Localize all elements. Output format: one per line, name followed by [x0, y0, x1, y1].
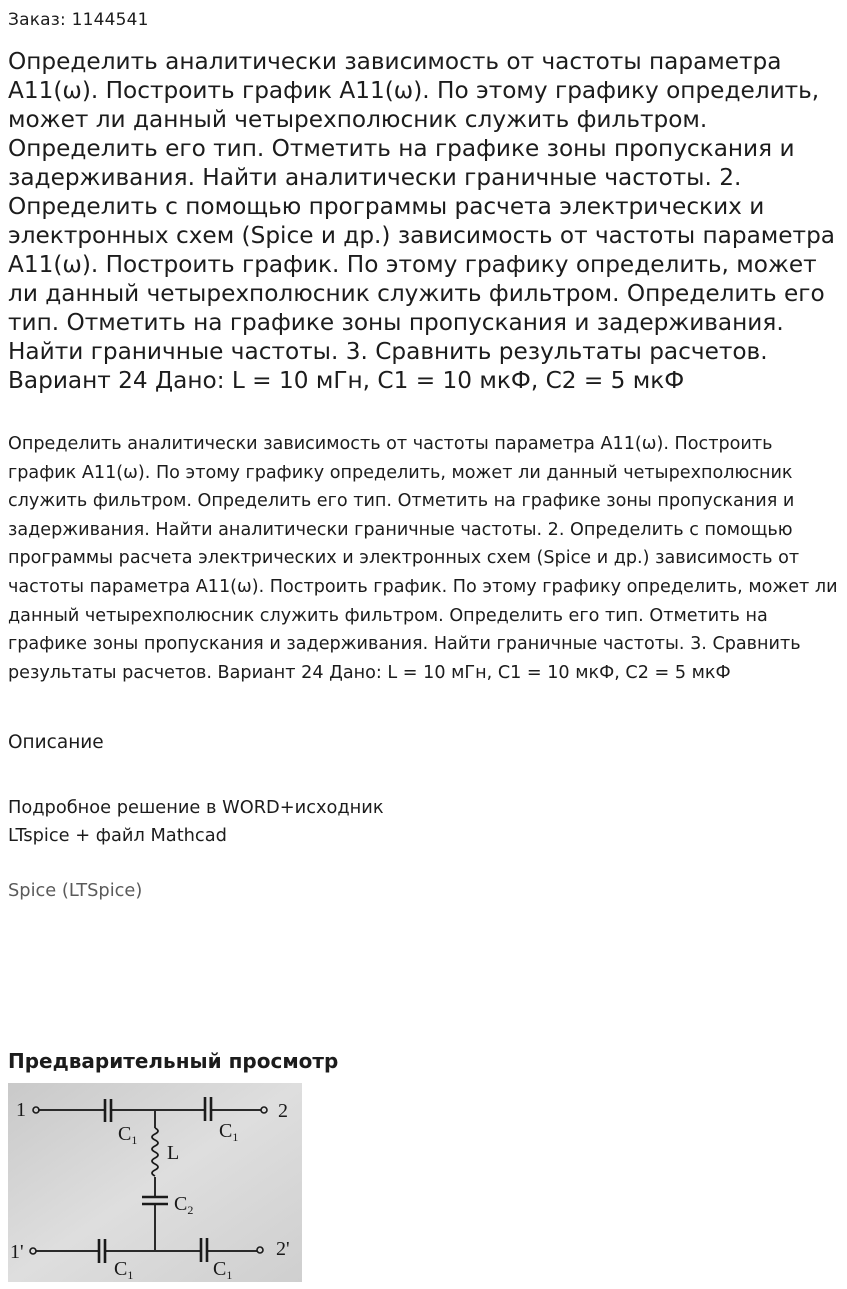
circuit-preview-image[interactable]: [8, 1083, 302, 1282]
order-number: Заказ: 1144541: [8, 10, 149, 30]
solution-details-line-2: LTspice + файл Mathcad: [8, 825, 227, 846]
label-c1-bottom-left: $C_1$: [114, 1258, 134, 1282]
label-c1-top-left: $C_1$: [118, 1123, 138, 1147]
description-section-label: Описание: [8, 732, 104, 753]
node-label-2: 2: [278, 1100, 288, 1122]
task-description: Определить аналитически зависимость от частоты параметра А11(ω). Построить график А11(ω). По этому графику определить, может ли данный четырехполюсник служить фильтром. Определить его тип. Отметить на графике зоны пропускания и задерживания. Найти аналитически граничные частоты. 2. Определить с помощью программы расчета электрических и электронных схем (Spice и др.) зависимость от частоты параметра А11(ω). Построить график. По этому графику определить, может ли данный четырехполюсник служить фильтром. Определить его тип. Отметить на графике зоны пропускания и задерживания. Найти граничные частоты. 3. Сравнить результаты расчетов. Вариант 24 Дано: L = 10 мГн, C1 = 10 мкФ, C2 = 5 мкФ: [8, 434, 838, 683]
solution-details-line-1: Подробное решение в WORD+исходник: [8, 797, 384, 818]
node-label-1: 1: [16, 1099, 26, 1121]
label-c1-top-right: $C_1$: [219, 1120, 239, 1144]
solution-details: [8, 794, 384, 850]
task-title: Определить аналитически зависимость от частоты параметра А11(ω). Построить график А11(ω). По этому графику определить, может ли данный четырехполюсник служить фильтром. Определить его тип. Отметить на графике зоны пропускания и задерживания. Найти аналитически граничные частоты. 2. Определить с помощью программы расчета электрических и электронных схем (Spice и др.) зависимость от частоты параметра А11(ω). Построить график. По этому графику определить, может ли данный четырехполюсник служить фильтром. Определить его тип. Отметить на графике зоны пропускания и задерживания. Найти граничные частоты. 3. Сравнить результаты расчетов. Вариант 24 Дано: L = 10 мГн, C1 = 10 мкФ, C2 = 5 мкФ: [8, 48, 835, 394]
software-tag-link[interactable]: Spice (LTSpice): [8, 880, 143, 901]
label-c2: $C_2$: [174, 1193, 194, 1217]
node-label-1-prime: 1': [10, 1241, 24, 1263]
preview-heading: Предварительный просмотр: [8, 1049, 339, 1073]
label-l: L: [167, 1142, 180, 1164]
label-c1-bottom-right: $C_1$: [213, 1258, 233, 1282]
node-label-2-prime: 2': [276, 1238, 290, 1260]
